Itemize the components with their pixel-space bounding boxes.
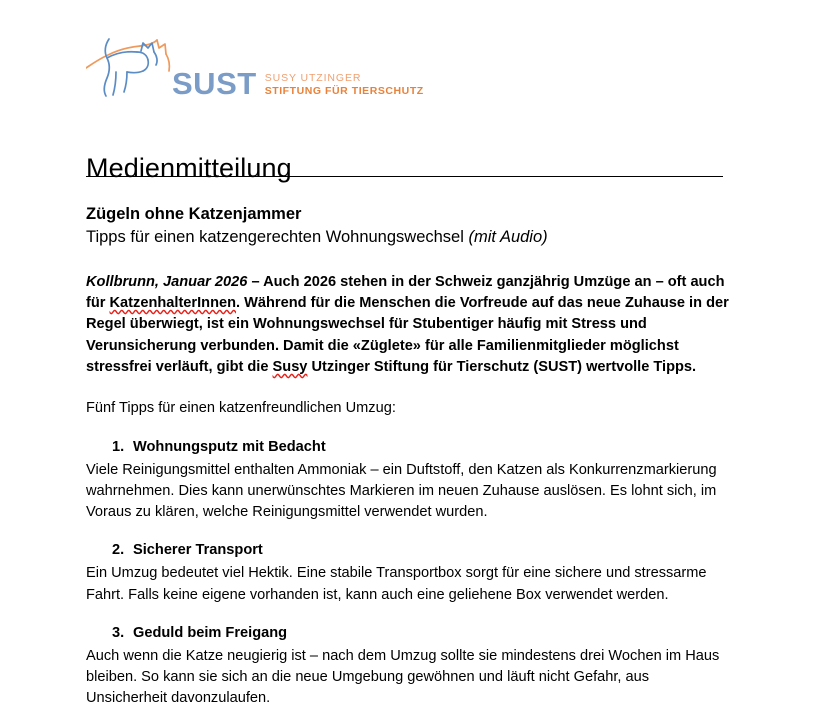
logo-tagline-line2: STIFTUNG FÜR TIERSCHUTZ [264,84,424,97]
subtitle-headline: Zügeln ohne Katzenjammer [86,205,302,223]
lead-paragraph [86,272,734,378]
tip-heading-text: Sicherer Transport [133,542,263,559]
tip-heading [86,540,734,562]
tip-body: Viele Reinigungsmittel enthalten Ammoniak – ein Duftstoff, den Katzen als Konkurrenzmarkierung wahrnehmen. Dies kann unerwünschtes Markieren im neuen Zuhause auslösen. Es lohnt sich, im Voraus zu klären, welche Reinigungsmittel verwendet wurden. [86,461,717,521]
dog-and-cat-outline-icon [86,34,174,100]
tip-number: 2. [112,542,125,559]
tip-heading-text: Geduld beim Freigang [133,624,288,641]
logo-wordmark: SUST [172,66,257,101]
tip-heading [86,437,734,459]
list-item [86,540,734,605]
document-body [86,203,734,710]
lead-text-part2: . Während für die Menschen die Vorfreude auf das neue Zuhause in der Regel überwiegt, ist ein Wohnungswechsel für Stubentiger häufig mit Stress und Verunsicherung verbunden. Damit die «Züglete» für alle Familienmitglieder möglichst stressfrei verläuft, gibt die [86,295,729,376]
spellcheck-word-katzenhalterinnen: KatzenhalterInnen [109,295,237,312]
title-divider [86,176,723,177]
tips-intro: Fünf Tipps für einen katzenfreundlichen Umzug: [86,400,396,417]
spellcheck-word-susy: Susy [272,359,308,376]
logo-text [172,68,424,100]
list-item [86,437,734,524]
tip-number: 3. [112,624,125,641]
lead-text-part3: Utzinger Stiftung für Tierschutz (SUST) wertvolle Tipps. [307,359,697,376]
logo-tagline [265,72,424,99]
list-item [86,623,734,710]
lead-dash: – [247,273,264,290]
tip-body: Ein Umzug bedeutet viel Hektik. Eine stabile Transportbox sorgt für eine sichere und stressarme Fahrt. Falls keine eigene vorhanden ist, kann auch eine geliehene Box verwendet werden. [86,565,707,603]
tips-list [86,437,734,710]
tip-heading [86,623,734,645]
subtitle-audio-note: (mit Audio) [468,228,548,247]
subtitle-subline-text: Tipps für einen katzengerechten Wohnungswechsel [86,228,469,247]
lead-text-part1: Auch 2026 stehen in der Schweiz ganzjährig Umzüge an – oft auch für [86,273,725,312]
tip-number: 1. [112,438,125,455]
logo-tagline-line1: SUSY UTZINGER [264,72,362,85]
tip-body: Auch wenn die Katze neugierig ist – nach dem Umzug sollte sie mindestens drei Wochen im Haus bleiben. So kann sie sich an die neue Umgebung gewöhnen und läuft nicht Gefahr, aus Unsicherheit davonzulaufen. [86,647,720,707]
subtitle-subline [86,226,734,249]
sust-logo [86,34,424,100]
dateline: Kollbrunn, Januar 2026 [86,273,248,290]
page-title: Medienmitteilung [86,153,292,184]
tip-heading-text: Wohnungsputz mit Bedacht [133,438,326,455]
